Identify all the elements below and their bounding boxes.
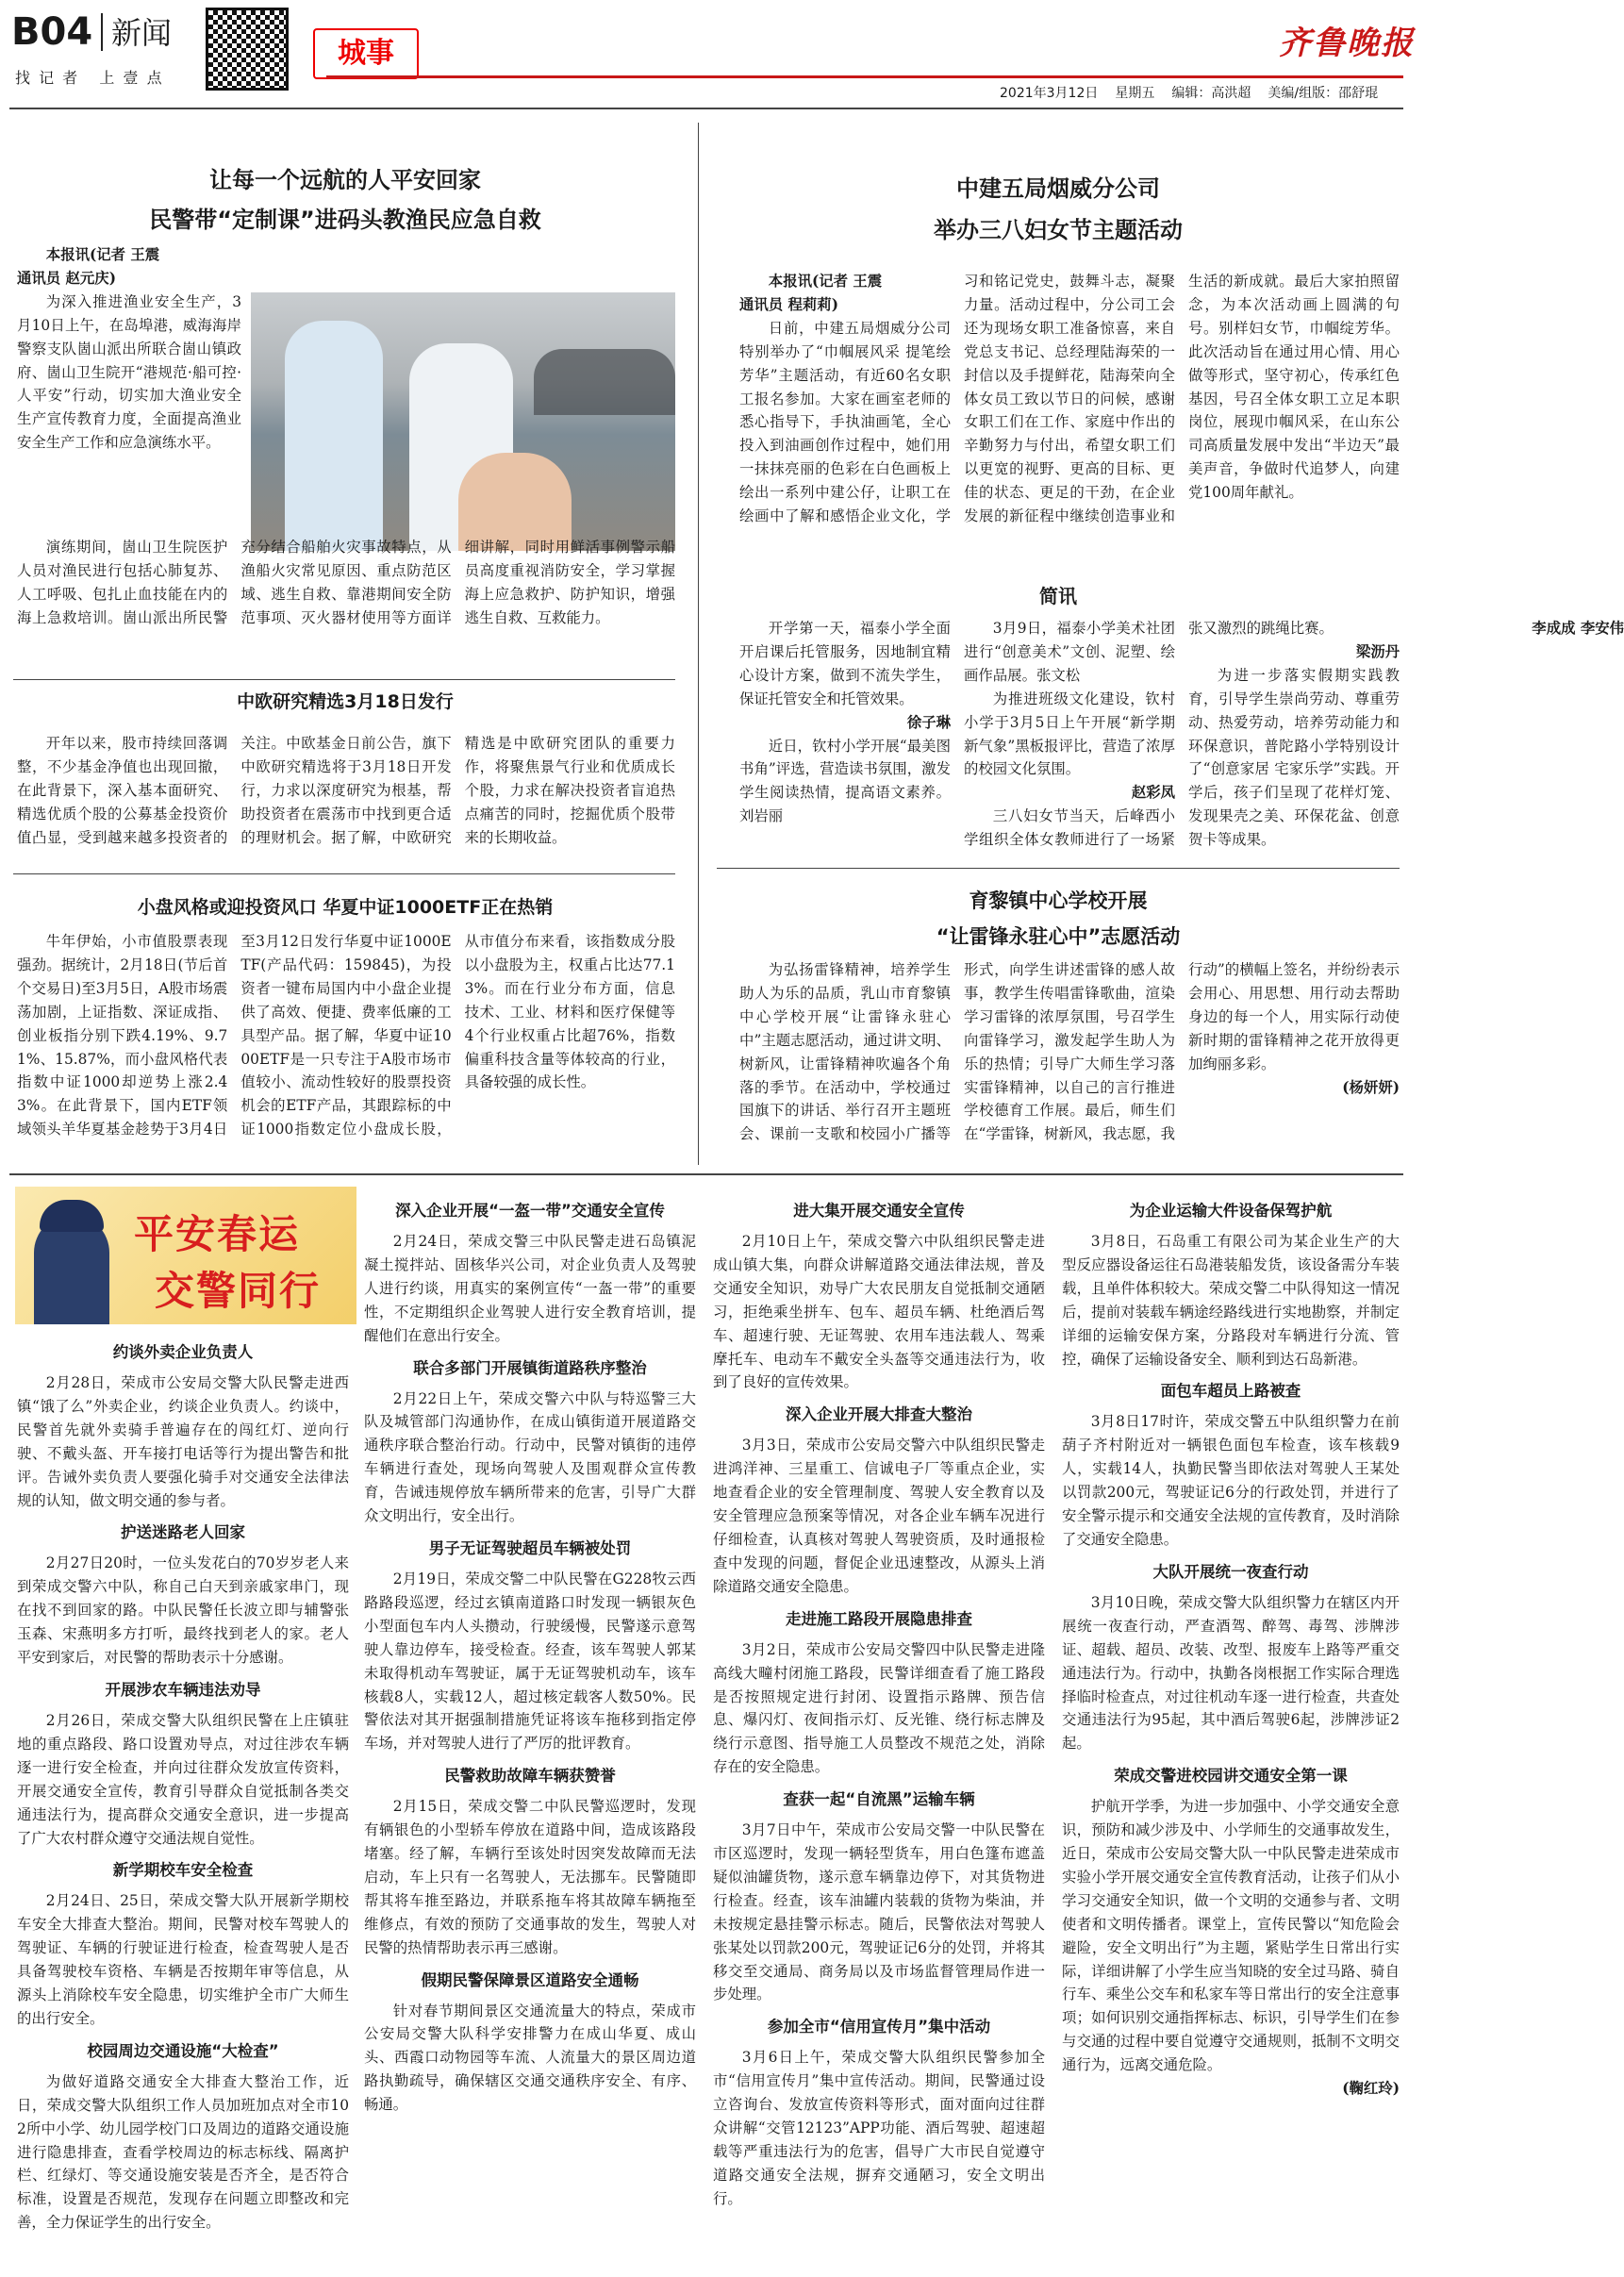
- article-1-photo: [251, 292, 675, 551]
- article-2-title: 中欧研究精选3月18日发行: [237, 691, 454, 712]
- issue-weekday: 星期五: [1115, 86, 1155, 101]
- article-1-body: [17, 536, 675, 702]
- article-4-byline-1: 本报讯(记者 王震: [768, 273, 883, 290]
- traffic-p17: 3月8日17时许，荣成交警五中队组织警力在前葫子齐村附近对一辆银色面包车检查，该车核载9人，实载14人，执勤民警当即依法对驾驶人王某处以罚款200元，驾驶证记6分的行政处罚，并进行了安全警示提示和交通安全法规的宣传教育，及时消除了交通安全隐患。: [1062, 1413, 1400, 1548]
- article-1-paragraph-1: 为深入推进渔业安全生产，3月10日上午，在岛埠港，威海海岸警察支队崮山派出所联合崮山镇政府、崮山卫生院开“港规范·船可控·人平安”行动，切实加大渔业安全生产宣传教育力度，全面提高渔业安全生产工作和应急演练水平。: [17, 292, 241, 452]
- article-3-body: [17, 930, 675, 1166]
- traffic-h19: 荣成交警进校园讲交通安全第一课: [1114, 1767, 1348, 1786]
- traffic-p1: 2月28日，荣成市公安局交警大队民警走进西镇“饿了么”外卖企业，约谈企业负责人。约谈中，民警首先就外卖骑手普遍存在的闯红灯、逆向行驶、不戴头盔、开车接打电话等行为提出警告和批评。告诫外卖负责人要强化骑手对交通安全法律法规的认知，做文明交通的参与者。: [17, 1374, 349, 1509]
- brief-item-4: 为推进班级文化建设，钦村小学于3月5日上午开展“新学期 新气象”黑板报评比，营造了浓厚的校园文化氛围。: [964, 690, 1175, 778]
- traffic-p18: 3月10日晚，荣成交警大队组织警力在辖区内开展统一夜查行动，严查酒驾、醉驾、毒驾、涉牌涉证、超载、超员、改装、改型、报废车上路等严重交通违法行为。行动中，执勤各岗根据工作实际合理选择临时检查点，对过往机动车逐一进行检查，共查处交通违法行为95起，其中酒后驾驶6起，涉牌涉证2起。: [1062, 1593, 1400, 1753]
- traffic-p4: 2月24日、25日，荣成交警大队开展新学期校车安全大排查大整治。期间，民警对校车驾驶人的驾驶证、车辆的行驶证进行检查，检查驾驶人是否具备驾驶校车资格、车辆是否按期年审等信息，从源头上消除校车安全隐患，切实维护全市广大师生的出行安全。: [17, 1892, 349, 2027]
- traffic-p19: 护航开学季，为进一步加强中、小学交通安全意识，预防和减少涉及中、小学师生的交通事故发生，近日，荣成市公安局交警大队一中队民警走进荣成市实验小学开展交通安全宣传教育活动，让孩子们从小学习交通安全知识，做一个文明的交通参与者、文明使者和文明传播者。课堂上，宣传民警以“知危险会避险，安全文明出行”为主题，紧贴学生日常出行实际，详细讲解了小学生应当知晓的安全过马路、骑自行车、乘坐公交车和私家车等日常出行的安全注意事项；如何识别交通指挥标志、标识，引导学生们在参与交通的过程中要自觉遵守交通规则，抵制不文明交通行为，远离交通危险。: [1062, 1798, 1400, 2074]
- column-badge-label: 城事: [338, 37, 394, 70]
- masthead: 齐鲁晚报: [1279, 25, 1415, 62]
- traffic-h7: 联合多部门开展镇街道路秩序整治: [413, 1358, 647, 1377]
- traffic-p15: 3月6日上午，荣成交警大队组织民警参加全市“信用宣传月”集中宣传活动。期间，民警通过设立咨询台、发放宣传资料等形式，面对面向过往群众讲解“交管12123”APP功能、酒后驾驶、超速超载等严重违法行为的危害，倡导广大市民自觉遵守道路交通安全法规，摒弃交通陋习，安全文明出行。: [713, 2049, 1045, 2207]
- article-5-title-line1: 育黎镇中心学校开展: [969, 889, 1148, 912]
- article-1-title-line1: 让每一个远航的人平安回家: [209, 167, 481, 193]
- article-2-body: [17, 732, 675, 872]
- traffic-h10: 假期民警保障景区道路安全通畅: [421, 1970, 639, 1989]
- brief-item-6-author: 李成成 李安伟: [1532, 620, 1624, 637]
- traffic-h13: 走进施工路段开展隐患排查: [786, 1609, 972, 1628]
- traffic-h17: 面包车超员上路被查: [1160, 1382, 1301, 1401]
- brief-item-1: 开学第一天，福泰小学全面开启课后托管服务，因地制宜精心设计方案，做到不流失学生，保证托管安全和托管效果。: [739, 620, 951, 707]
- traffic-h1: 约谈外卖企业负责人: [112, 1343, 254, 1361]
- traffic-p7: 2月22日上午，荣成交警六中队与特巡警三大队及城管部门沟通协作，在成山镇街道开展道路交通秩序联合整治行动。行动中，民警对镇街的违停车辆进行查处，现场向驾驶人及围观群众宣传教育，告诫违规停放车辆所带来的危害，引导广大群众文明出行，安全出行。: [364, 1389, 696, 1525]
- traffic-column-3: [713, 1190, 1045, 2268]
- brief-item-2: 近日，钦村小学开展“最美图书角”评选，营造读书氛围，激发学生阅读热情，提高语文素养。刘岩丽: [739, 737, 951, 825]
- traffic-column-4: [1062, 1190, 1400, 2268]
- article-5-body: [739, 958, 1400, 1158]
- traffic-h11: 进大集开展交通安全宣传: [793, 1202, 965, 1220]
- traffic-p11: 2月10日上午，荣成交警六中队组织民警走进成山镇大集，向群众讲解道路交通法律法规，普及交通安全知识，劝导广大农民朋友自觉抵制交通陋习，拒绝乘坐拼车、包车、超员车辆、杜绝酒后驾车、超速行驶、无证驾驶、农用车违法载人、驾乘摩托车、电动车不戴安全头盔等交通违法行为，收到了良好的宣传效果。: [713, 1233, 1045, 1391]
- article-2-bottom-rule: [13, 873, 675, 874]
- photo-person-doctor: [285, 321, 383, 551]
- page-number: B04: [11, 10, 93, 54]
- article-4-paragraph: 日前，中建五局烟威分公司特别举办了“巾帼展风采 提笔绘芳华”主题活动，有近60名女职工报名参加。大家在画室老师的悉心指导下，手执油画笔，全心投入到油画创作过程中，她们用一抹抹亮丽的色彩在白色画板上绘出一系列中建公仔，让职工在绘画中了解和感悟企业文化，学习和铭记党史，鼓舞斗志，凝聚力量。活动过程中，分公司工会还为现场女职工准备惊喜，来自党总支书记、总经理陆海荣的一封信以及手提鲜花，陆海荣向全体女员工致以节日的问候，感谢女职工们在工作、家庭中作出的辛勤努力与付出，希望女职工们以更宽的视野、更高的目标、更佳的状态、更足的干劲，在企业发展的新征程中继续创造事业和生活的新成就。最后大家拍照留念，为本次活动画上圆满的句号。别样妇女节，巾帼绽芳华。此次活动旨在通过用心情、用心做等形式，坚守初心，传承红色基因，号召全体女职工立足本职岗位，展现巾帼风采，在山东公司高质量发展中发出“半边天”最美声音，争做时代追梦人，向建党100周年献礼。: [739, 273, 1400, 525]
- brief-item-1-author: 徐子琳: [906, 713, 951, 731]
- traffic-h15: 参加全市“信用宣传月”集中活动: [767, 2018, 991, 2036]
- tip-line: 找 记 者 上 壹 点: [15, 69, 164, 87]
- brief-heading: 简讯: [1039, 585, 1077, 607]
- traffic-column-1: [17, 1332, 349, 2268]
- traffic-p8: 2月19日，荣成交警二中队民警在G228牧云西路路段巡逻，经过玄镇南道路口时发现一辆银灰色小型面包车内人头攒动，行驶缓慢，民警遂示意驾驶人靠边停车，接受检查。经查，该车驾驶人郭某未取得机动车驾驶证，属于无证驾驶机动车，该车核载8人，实载12人，超过核定载客人数50%。民警依法对其开据强制措施凭证将该车拖移到指定停车场，并对驾驶人进行了严厉的批评教育。: [364, 1570, 696, 1753]
- article-1-byline-2: 通讯员 赵元庆): [17, 269, 116, 287]
- traffic-p2: 2月27日20时，一位头发花白的70岁岁老人来到荣成交警六中队，称自己白天到亲戚家串门，现在找不到回家的路。中队民警任长波立即与辅警张玉森、宋燕明多方打听，最终找到老人的家。老人平安到家后，对民警的帮助表示十分感谢。: [17, 1554, 349, 1667]
- traffic-p13: 3月2日，荣成市公安局交警四中队民警走进隆高线大疃村闭施工路段，民警详细查看了施工路段是否按照规定进行封闭、设置指示路牌、预告信息、爆闪灯、夜间指示灯、反光锥、绕行标志牌及绕行示意图、指导施工人员整改不规范之处，消除存在的安全隐患。: [713, 1640, 1045, 1776]
- traffic-p16: 3月8日，石岛重工有限公司为某企业生产的大型反应器设备运往石岛港装船发货，该设备需分车装载，且单件体积较大。荣成交警二中队得知这一情况后，提前对装载车辆途经路线进行实地勘察，并制定详细的运输安保方案，分路段对车辆进行分流、管控，确保了运输设备安全、顺利到达石岛新港。: [1062, 1233, 1400, 1368]
- designer: 美编/组版：邵舒琨: [1268, 86, 1379, 101]
- header-meta: [1000, 83, 1378, 102]
- traffic-banner-title-1: 平安春运: [134, 1211, 301, 1257]
- article-3-paragraph: 牛年伊始，小市值股票表现强劲。据统计，2月18日(节后首个交易日)至3月5日，A股市场震荡加剧，上证指数、深证成指、创业板指分别下跌4.19%、9.71%、15.87%，而小盘风格代表指数中证1000却逆势上涨2.43%。在此背景下，国内ETF领域领头羊华夏基金趁势于3月4日至3月12日发行华夏中证1000ETF(产品代码：159845)，为投资者一键布局国内中小盘企业提供了高效、便捷、费率低廉的工具型产品。据了解，华夏中证1000ETF是一只专注于A股市场市值较小、流动性较好的股票投资机会的ETF产品，其跟踪标的中证1000指数定位小盘成长股，从市值分布来看，该指数成分股以小盘股为主，权重占比达77.13%。而在行业分布方面，信息技术、工业、材料和医疗保健等4个行业权重占比超76%，指数偏重科技含量等体较高的行业，具备较强的成长性。: [17, 933, 675, 1138]
- brief-bottom-rule: [717, 868, 1400, 869]
- traffic-banner-title-2: 交警同行: [155, 1268, 322, 1314]
- issue-date: 2021年3月12日: [1000, 86, 1099, 101]
- traffic-h3: 开展涉农车辆违法劝导: [105, 1680, 261, 1699]
- traffic-p3: 2月26日，荣成交警大队组织民警在上庄镇驻地的重点路段、路口设置劝导点，对过往涉农车辆逐一进行安全检查，并向过往群众发放宣传资料，开展交通安全宣传，教育引导群众自觉抵制各类交通违法行为，提高群众交通安全意识，进一步提高了广大农村群众遵守交通法规自觉性。: [17, 1711, 349, 1847]
- traffic-p12: 3月3日，荣成市公安局交警六中队组织民警走进鸿洋神、三星重工、信诚电子厂等重点企业，实地查看企业的安全管理制度、驾驶人安全教育以及安全管理应急预案等情况，对各企业车辆车况进行仔细检查，认真核对驾驶人驾驶资质，及时通报检查中发现的问题，督促企业迅速整改，从源头上消除道路交通安全隐患。: [713, 1437, 1045, 1595]
- article-1-bottom-rule: [13, 679, 675, 680]
- brief-item-5-author: 梁沥丹: [1355, 642, 1400, 660]
- article-1-lead: [17, 243, 241, 455]
- traffic-h6: 深入企业开展“一盔一带”交通安全宣传: [395, 1202, 665, 1220]
- traffic-p5: 为做好道路交通安全大排查大整治工作，近日，荣成交警大队组织工作人员加班加点对全市102所中小学、幼儿园学校门口及周边的道路交通设施进行隐患排查，查看学校周边的标志标线、隔离护栏、红绿灯、等交通设施安装是否齐全，是否符合标准，设置是否规范，发现存在问题立即整改和完善，全力保证学生的出行安全。: [17, 2072, 349, 2232]
- brief-item-6: 为进一步落实假期实践教育，引导学生崇尚劳动、尊重劳动、热爱劳动，培养劳动能力和环保意识，普陀路小学特别设计了“创意家居 宅家乐学”实践。开学后，孩子们呈现了花样灯笼、发现果壳之美、环保花盆、创意贺卡等成果。: [1188, 666, 1400, 849]
- editor: 编辑：高洪超: [1171, 86, 1251, 101]
- article-1-title-line2: 民警带“定制课”进码头教渔民应急自救: [149, 207, 541, 233]
- brief-item-4-author: 赵彩凤: [1131, 784, 1175, 802]
- traffic-p10: 针对春节期间景区交通流量大的特点，荣成市公安局交警大队科学安排警力在成山华夏、成山头、西霞口动物园等车流、人流量大的景区周边道路执勤疏导，确保辖区交通交通秩序安全、有序、畅通。: [364, 2002, 696, 2114]
- traffic-h4: 新学期校车安全检查: [112, 1861, 254, 1880]
- traffic-h18: 大队开展统一夜查行动: [1152, 1562, 1309, 1581]
- traffic-h2: 护送迷路老人回家: [121, 1523, 245, 1542]
- article-3-title: 小盘风格或迎投资风口 华夏中证1000ETF正在热销: [137, 897, 554, 918]
- article-1-title: [13, 160, 677, 240]
- center-vertical-rule: [698, 123, 699, 1165]
- traffic-h14: 查获一起“自流黑”运输车辆: [783, 1790, 975, 1809]
- brief-body: [739, 617, 1624, 862]
- article-5-paragraph: 为弘扬雷锋精神，培养学生助人为乐的品质，乳山市育黎镇中心学校开展“让雷锋永驻心中”主题志愿活动，通过讲文明、树新风，让雷锋精神吹遍各个角落的季节。在活动中，学校通过国旗下的讲话、举行召开主题班会、课前一支歌和校园小广播等形式，向学生讲述雷锋的感人故事，教学生传唱雷锋歌曲，渲染学习雷锋的浓厚氛围，号召学生向雷锋学习，激发起学生助人为乐的热情；引导广大师生学习落实雷锋精神，以自己的言行推进学校德育工作展。最后，师生们在“学雷锋，树新风，我志愿，我行动”的横幅上签名，并纷纷表示会用心、用思想、用行动去帮助身边的每一个人，用实际行动使新时期的雷锋精神之花开放得更加绚丽多彩。: [739, 961, 1400, 1143]
- traffic-p14: 3月7日中午，荣成市公安局交警一中队民警在市区巡逻时，发现一辆轻型货车，用白色篷布遮盖疑似油罐货物，遂示意车辆靠边停下，对其货物进行检查。经查，该车油罐内装载的货物为柴油，并未按规定悬挂警示标志。随后，民警依法对驾驶人张某处以罚款200元，驾驶证记6分的处罚，并将其移交至交通局、商务局以及市场监督管理局作进一步处理。: [713, 1821, 1045, 2003]
- traffic-h12: 深入企业开展大排查大整治: [786, 1405, 972, 1424]
- brief-item-3: 3月9日，福泰小学美术社团进行“创意美术”文创、泥塑、绘画作品展。张文松: [964, 620, 1175, 684]
- article-5-title-line2: “让雷锋永驻心中”志愿活动: [936, 925, 1181, 948]
- article-4-title-line2: 举办三八妇女节主题活动: [934, 217, 1183, 243]
- traffic-h8: 男子无证驾驶超员车辆被处罚: [428, 1538, 632, 1557]
- article-4-title-line1: 中建五局烟威分公司: [956, 175, 1160, 202]
- masthead-red-rule: [326, 75, 1403, 78]
- traffic-h9: 民警救助故障车辆获赞誉: [444, 1767, 616, 1786]
- article-4-body: [739, 270, 1400, 562]
- traffic-police-cap: [40, 1200, 104, 1232]
- traffic-h16: 为企业运输大件设备保驾护航: [1129, 1202, 1333, 1220]
- header-divider-line: [101, 13, 103, 51]
- traffic-p6: 2月24日，荣成交警三中队民警走进石岛镇泥凝土搅拌站、固核华兴公司，对企业负责人及驾驶人进行约谈，用真实的案例宣传“一盔一带”的重要性，不定期组织企业驾驶人进行安全教育培训，提醒他们在意出行安全。: [364, 1233, 696, 1344]
- traffic-h5: 校园周边交通设施“大检查”: [87, 2041, 279, 2060]
- traffic-p9: 2月15日，荣成交警二中队民警巡逻时，发现有辆银色的小型轿车停放在道路中间，造成该路段堵塞。经了解，车辆行至该处时因突发故障而无法启动，车上只有一名驾驶人，无法挪车。民警随即帮其将车推至路边，并联系拖车将其故障车辆拖至维修点，有效的预防了交通事故的发生，驾驶人对民警的热情帮助表示再三感谢。: [364, 1798, 696, 1956]
- traffic-banner: [15, 1187, 356, 1324]
- article-5-title: [717, 883, 1400, 955]
- traffic-column-2: [364, 1190, 696, 2268]
- header-bottom-rule: [9, 108, 1403, 109]
- article-4-title: [717, 168, 1400, 251]
- article-1-byline-1: 本报讯(记者 王震: [45, 246, 160, 263]
- article-1-paragraph-2: 演练期间，崮山卫生院医护人员对渔民进行包括心肺复苏、人工呼吸、包扎止血技能在内的海上急救培训。崮山派出所民警充分结合船舶火灾事故特点，从渔船火灾常见原因、重点防范区域、逃生自救、靠港期间安全防范事项、灭火器材使用等方面详细讲解，同时用鲜活事例警示船员高度重视消防安全，学习掌握海上应急救护、防护知识，增强逃生自救、互救能力。: [17, 539, 675, 626]
- article-4-byline-2: 通讯员 程莉莉): [739, 295, 838, 313]
- mid-page-rule: [9, 1173, 1403, 1175]
- column-badge: [313, 28, 419, 79]
- brief-item-5: 三八妇女节当天，后峰西小学组织全体女教师进行了一场紧张又激烈的跳绳比赛。: [964, 620, 1334, 849]
- qr-code: [206, 8, 289, 91]
- photo-crowd: [534, 349, 675, 415]
- article-5-author: (杨妍妍): [1342, 1078, 1400, 1096]
- article-2-paragraph: 开年以来，股市持续回落调整，不少基金净值也出现回撤，在此背景下，深入基本面研究、精选优质个股的公募基金投资价值凸显，受到越来越多投资者的关注。中欧基金日前公告，旗下中欧研究精选将于3月18日开发行，力求以深度研究为根基，帮助投资者在震荡市中找到更合适的理财机会。据了解，中欧研究精选是中欧研究团队的重要力作，将聚焦景气行业和优质成长个股，力求在解决投资者盲追热点痛苦的同时，挖掘优质个股带来的长期收益。: [17, 735, 675, 846]
- section-name: 新闻: [111, 15, 173, 51]
- traffic-author: (鞠红玲): [1342, 2080, 1400, 2098]
